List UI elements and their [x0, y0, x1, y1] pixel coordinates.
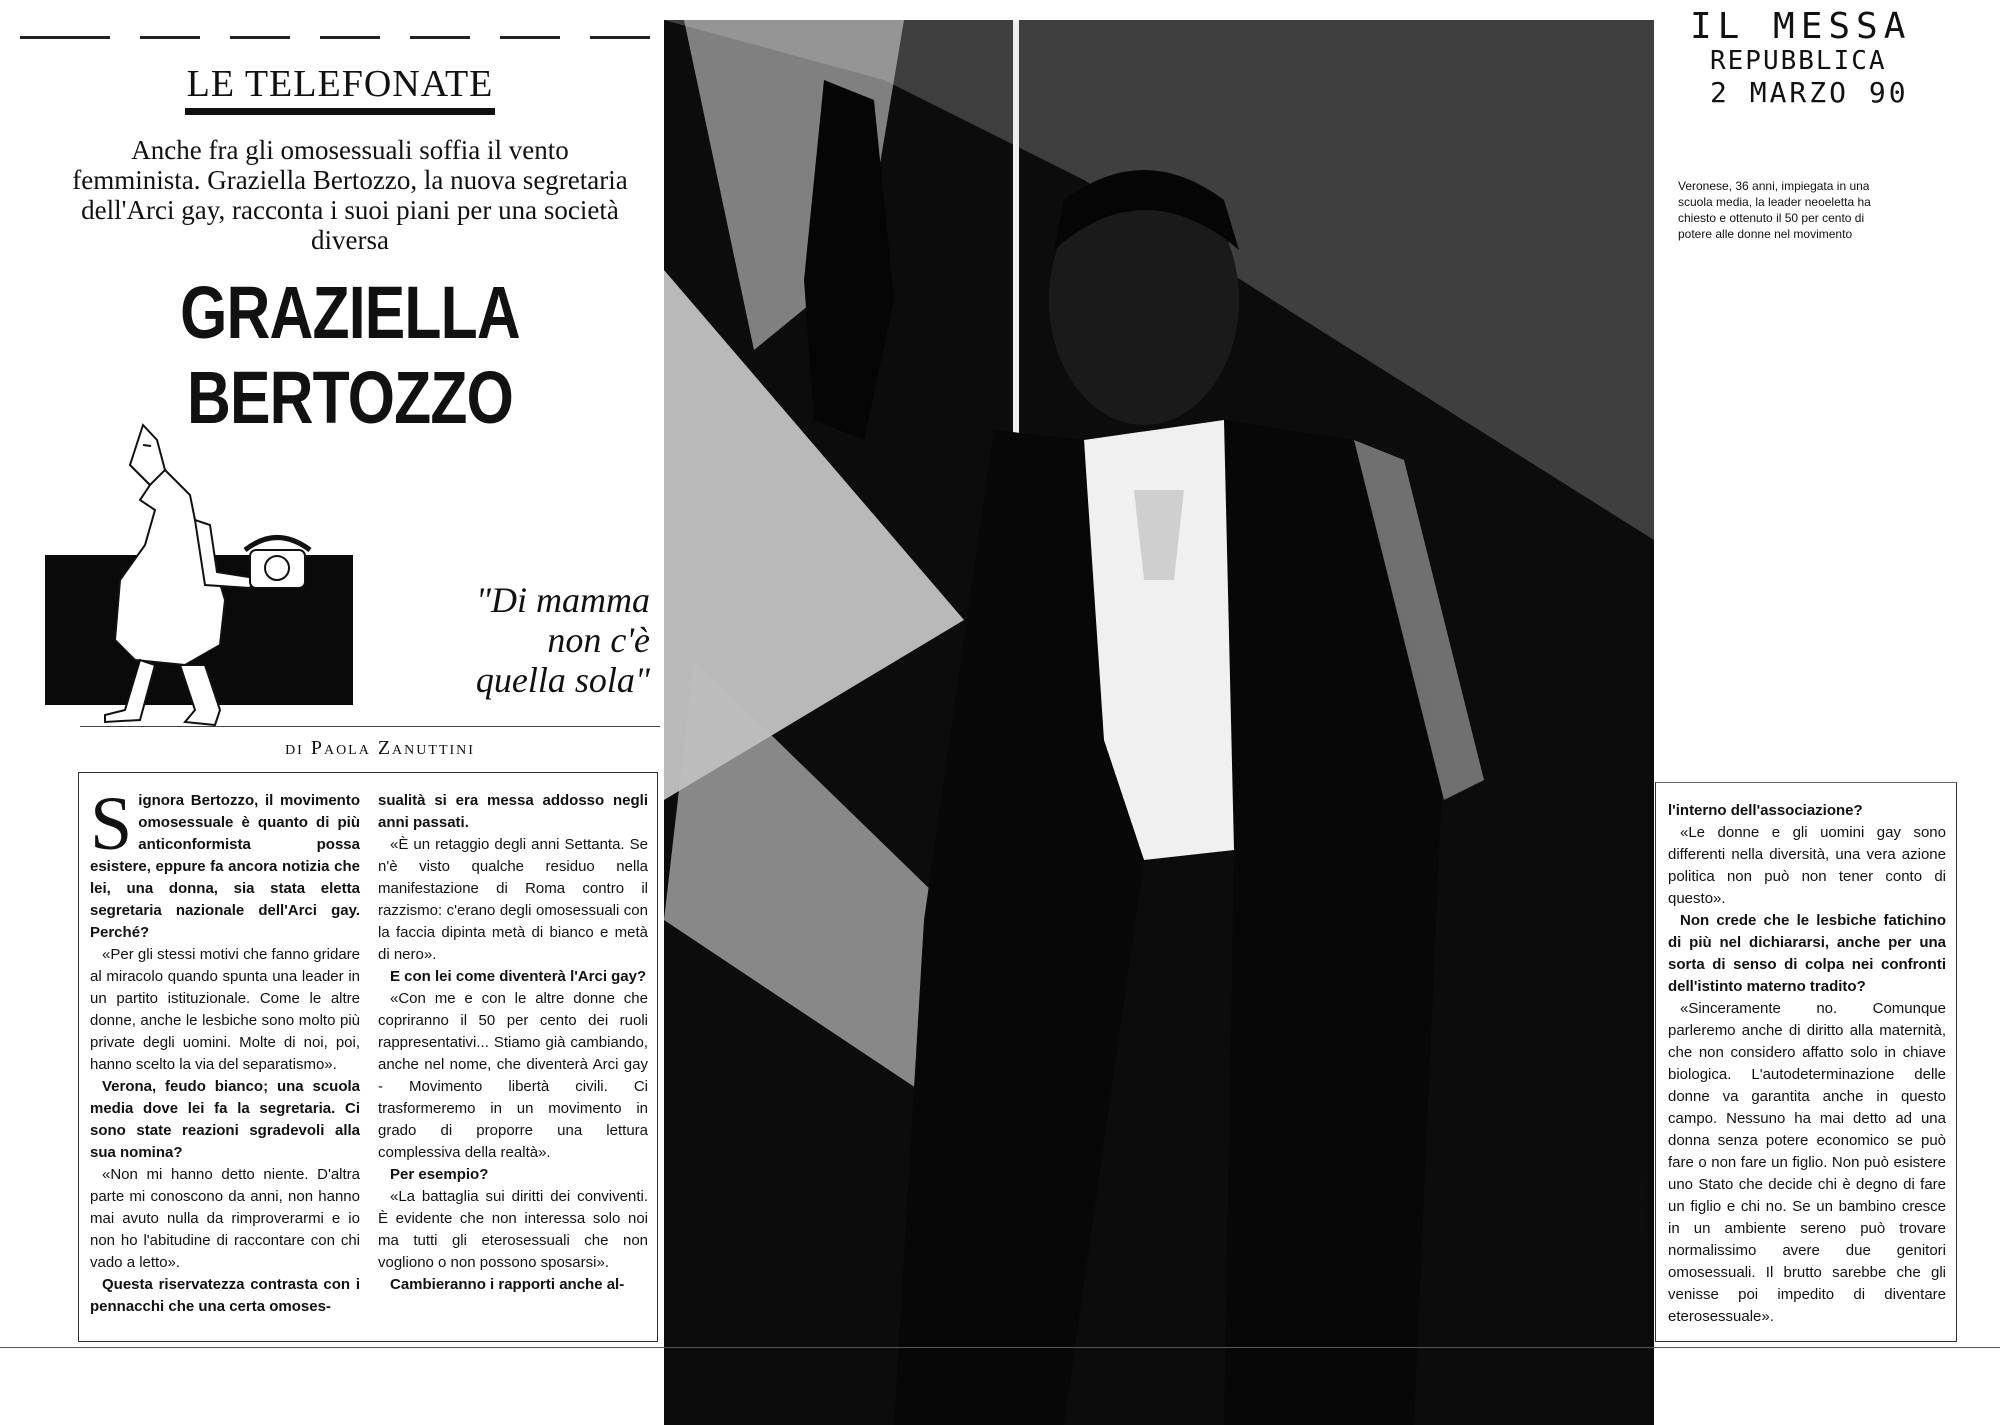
byline-rule	[80, 726, 660, 727]
rubric-underline	[185, 108, 495, 115]
answer-paragraph: «Per gli stessi motivi che fanno gridare al miracolo quando spunta una leader in un partito istituzionale. Come le altre donne, anche le lesbiche sono molto più private degli uomini. Molte di noi, poi, hanno scelto la via del separatismo».	[90, 946, 360, 1073]
telephone-figure-illustration	[45, 410, 355, 740]
byline: di Paola Zanuttini	[285, 737, 475, 759]
question-paragraph: ignora Bertozzo, il movimento omosessuale è quanto di più anticonformista possa esistere, eppure fa ancora notizia che lei, una donna, sia stata eletta segretaria nazionale dell'Arci gay. Perché?	[90, 792, 360, 941]
drop-cap: S	[90, 782, 133, 866]
pull-quote: "Di mamma non c'è quella sola"	[475, 580, 650, 700]
answer-paragraph: «Con me e con le altre donne che copriranno il 50 per cento dei ruoli rappresentativi... Stiamo già cambiando, anche nel nome, che diventerà Arci gay - Movimento libertà civili. Ci trasformeremo in un movimento in grado di proporre una lettura complessiva della realtà».	[378, 990, 648, 1161]
rubric-text: LE TELEFONATE	[186, 63, 494, 105]
answer-paragraph: «Le donne e gli uomini gay sono differenti nella diversità, una vera azione politica non può non tener conto di questo».	[1668, 824, 1946, 907]
answer-paragraph: «La battaglia sui diritti dei conviventi. È evidente che non interessa solo noi ma tutti gli eterosessuali che non vogliono o non possono sposarsi».	[378, 1188, 648, 1271]
question-paragraph: sualità si era messa addosso negli anni passati.	[378, 792, 648, 831]
question-paragraph: Cambieranno i rapporti anche al-	[390, 1276, 625, 1293]
photo-caption: Veronese, 36 anni, impiegata in una scuola media, la leader neoeletta ha chiesto e ottenuto il 50 per cento di potere alle donne nel movimento	[1678, 179, 1871, 241]
question-paragraph: l'interno dell'associazione?	[1668, 802, 1863, 819]
answer-paragraph: «Sinceramente no. Comunque parleremo anche di diritto alla maternità, che non considero affatto solo in chiave biologica. L'autodeterminazione delle donne va garantita anche in questo campo. Nessuno ha mai detto ad una donna senza potere economico se può fare o non fare un figlio. Non può esistere uno Stato che decide chi è degno di fare un figlio e chi no. Se un bambino cresce in un ambiente sereno può trovare normalissimo avere due genitori omosessuali. Il brutto sarebbe che gli venisse poi impedito di diventare eterosessuale».	[1668, 1000, 1946, 1325]
answer-paragraph: «È un retaggio degli anni Settanta. Se n'è visto qualche residuo nella manifestazione di Roma contro il razzismo: c'erano degli omosessuali con la faccia dipinta metà di bianco e metà di nero».	[378, 836, 648, 963]
portrait-photo-graphic	[664, 20, 1654, 1425]
question-paragraph: Verona, feudo bianco; una scuola media dove lei fa la segretaria. Ci sono state reazioni sgradevoli alla sua nomina?	[90, 1078, 360, 1161]
article-headline: GRAZIELLA BERTOZZO	[180, 271, 520, 439]
answer-paragraph: «Non mi hanno detto niente. D'altra parte mi conoscono da anni, non hanno mai avuto nulla da rimproverarmi e io non ho l'abitudine di raccontare con chi vado a letto».	[90, 1166, 360, 1271]
section-rubric	[180, 62, 500, 122]
article-column-3	[1668, 800, 1946, 1328]
question-paragraph: Non crede che le lesbiche fatichino di più nel dichiararsi, anche per una sorta di senso di colpa nei confronti dell'istinto materno tradito?	[1668, 912, 1946, 995]
handwritten-line-3: 2 MARZO 90	[1710, 76, 1909, 109]
article-deck: Anche fra gli omosessuali soffia il vento femminista. Graziella Bertozzo, la nuova segretaria dell'Arci gay, racconta i suoi piani per una società diversa	[72, 135, 628, 255]
bottom-rule	[0, 1347, 2000, 1348]
handwritten-line-2: REPUBBLICA	[1710, 46, 1887, 76]
handwritten-source-note	[1680, 6, 1980, 109]
article-column-1	[90, 782, 360, 1318]
question-paragraph: Questa riservatezza contrasta con i pennacchi che una certa omoses-	[90, 1276, 360, 1315]
question-paragraph: Per esempio?	[390, 1166, 489, 1183]
photo-credit: Alberto Pizzoli	[1636, 1174, 1648, 1240]
handwritten-line-1: IL MESSA	[1690, 6, 1912, 47]
portrait-photo	[664, 20, 1654, 1425]
question-paragraph: E con lei come diventerà l'Arci gay?	[390, 968, 647, 985]
article-column-2	[378, 790, 648, 1296]
